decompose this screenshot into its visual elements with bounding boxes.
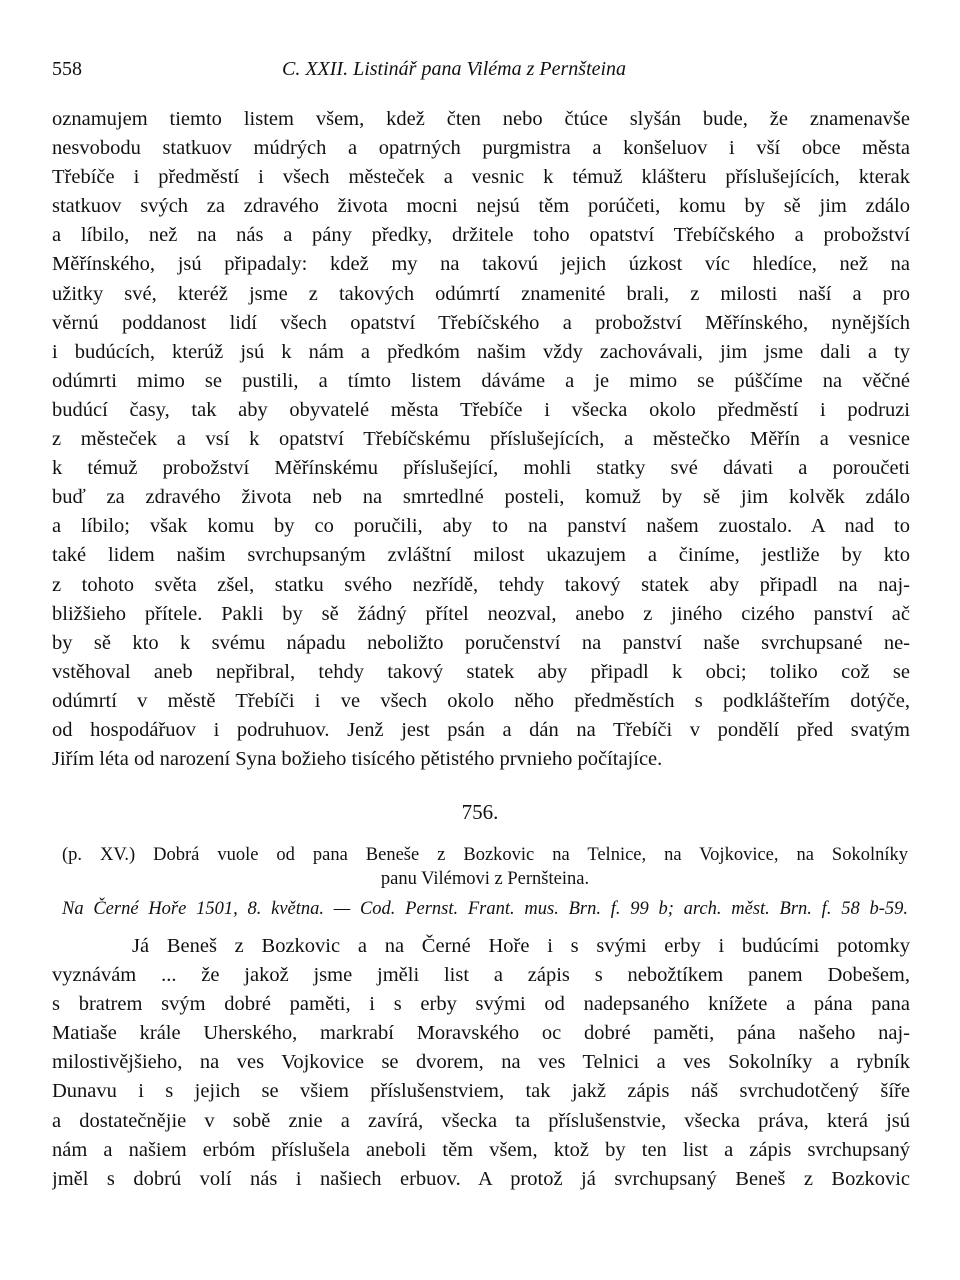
- text-line: užitky své, kteréž jsme z takových odúmrtí znamenité brali, z milosti naší a pro: [52, 282, 910, 305]
- text-line: z městeček a vsí k opatství Třebíčskému příslušejících, a městečko Měřín a vesnice: [52, 428, 910, 451]
- text-line: buď za zdravého života neb na smrtedlné posteli, komuž by sě jim kolvěk zdálo: [52, 486, 910, 509]
- text-line: z tohoto světa zšel, statku svého nezřídě, tehdy takový statek aby připadl na naj-: [52, 573, 910, 596]
- document-heading-line: panu Vilémovi z Pernšteina.: [380, 869, 590, 889]
- text-line: Třebíče i předměstí i všech městeček a vesnic k témuž klášteru příslušejících, kterak: [52, 166, 910, 189]
- text-line: odúmrtí v městě Třebíči i ve všech okolo něho předměstích s podklášteřím dotýče,: [52, 689, 910, 712]
- text-line: jměl s dobrú volí nás i našiech erbuov. A protož já svrchupsaný Beneš z Bozkovic: [52, 1167, 910, 1190]
- text-line: věrnú poddanost lidí všech opatství Třebíčského a probožství Měřínského, nynějších: [52, 311, 910, 334]
- text-line: bližšieho přítele. Pakli by sě žádný přítel neozval, anebo z jiného cizého panství ač: [52, 602, 910, 625]
- text-line: milostivějšieho, na ves Vojkovice se dvorem, na ves Telnici a ves Sokolníky a rybník: [52, 1051, 910, 1074]
- text-line: oznamujem tiemto listem všem, kdež čten nebo čtúce slyšán bude, že znamenavše: [52, 108, 910, 130]
- text-line: statkuov svých za zdravého života mocni nejsú těm porúčeti, komu by sě jim zdálo: [52, 195, 910, 218]
- text-line: Matiaše krále Uherského, markrabí Moravského oc dobré paměti, pána našeho naj-: [52, 1022, 910, 1045]
- document-number: 756.: [461, 800, 499, 824]
- document-heading: [62, 843, 908, 891]
- text-line: s bratrem svým dobré paměti, i s erby svými od nadepsaného knížete a pána pana: [52, 993, 910, 1016]
- text-line: vstěhoval aneb nepřibral, tehdy takový statek aby připadl k obci; toliko což se: [52, 660, 910, 683]
- text-line: by sě kto k svému nápadu neboližto poručenství na panství naše svrchupsané ne-: [52, 631, 910, 654]
- text-line: i budúcích, kterúž jsú k nám a předkóm našim vždy zachovávali, jim jsme dali a ty: [52, 340, 910, 363]
- text-line: Dunavu i s jejich se všiem příslušenstviem, tak jakž zápis náš svrchudotčený šíře: [52, 1080, 910, 1103]
- document-756-text: [52, 932, 910, 1194]
- page-number: 558: [52, 58, 82, 80]
- text-line: a dostatečnějie v sobě znie a zavírá, všecka ta příslušenstvie, všecka práva, která jsú: [52, 1109, 910, 1132]
- text-line: odúmrti mimo se pustili, a tímto listem dáváme a je mimo se púščíme na věčné: [52, 369, 910, 392]
- document-source-note: Na Černé Hoře 1501, 8. května. — Cod. Pernst. Frant. mus. Brn. f. 99 b; arch. měst. Brn. f. 58 b-59.: [62, 899, 908, 919]
- text-line: vyznávám ... že jakož jsme jměli list a zápis s nebožtíkem panem Dobešem,: [52, 964, 910, 987]
- text-line: nesvobodu statkuov múdrých a opatrných purgmistra a konšeluov i vší obce města: [52, 137, 910, 160]
- running-title: C. XXII. Listinář pana Viléma z Pernšteina: [282, 58, 627, 80]
- document-heading-line: (p. XV.) Dobrá vuole od pana Beneše z Bozkovic na Telnice, na Vojkovice, na Sokolníky: [62, 845, 908, 865]
- text-line: Jiřím léta od narození Syna božieho tisícého pětistého prvnieho počítajíce.: [52, 748, 663, 771]
- text-line: od hospodářuov i podruhuov. Jenž jest psán a dán na Třebíči v pondělí před svatým: [52, 718, 910, 741]
- text-line: také lidem našim svrchupsaným zvláštní milost ukazujem a činíme, jestliže by kto: [52, 544, 910, 567]
- text-line: Měřínského, jsú připadaly: kdež my na takovú jejich úzkost víc hledíce, než na: [52, 253, 910, 276]
- text-line: a líbilo, než na nás a pány předky, držitele toho opatství Třebíčského a probožství: [52, 224, 910, 247]
- text-line: Já Beneš z Bozkovic a na Černé Hoře i s svými erby i budúcími potomky: [132, 935, 910, 957]
- running-head: [52, 58, 910, 86]
- text-line: k témuž probožství Měřínskému příslušející, mohli statky své dávati a poroučeti: [52, 457, 910, 480]
- text-line: nám a našiem erbóm příslušela aneboli těm všem, ktož by ten list a zápis svrchupsaný: [52, 1138, 910, 1161]
- text-line: a líbilo; však komu by co poručili, aby to na panství našem zuostalo. A nad to: [52, 515, 910, 538]
- previous-document-text: [52, 105, 910, 774]
- text-line: budúcí časy, tak aby obyvatelé města Třebíče i všecka okolo předměstí i podruzi: [52, 398, 910, 421]
